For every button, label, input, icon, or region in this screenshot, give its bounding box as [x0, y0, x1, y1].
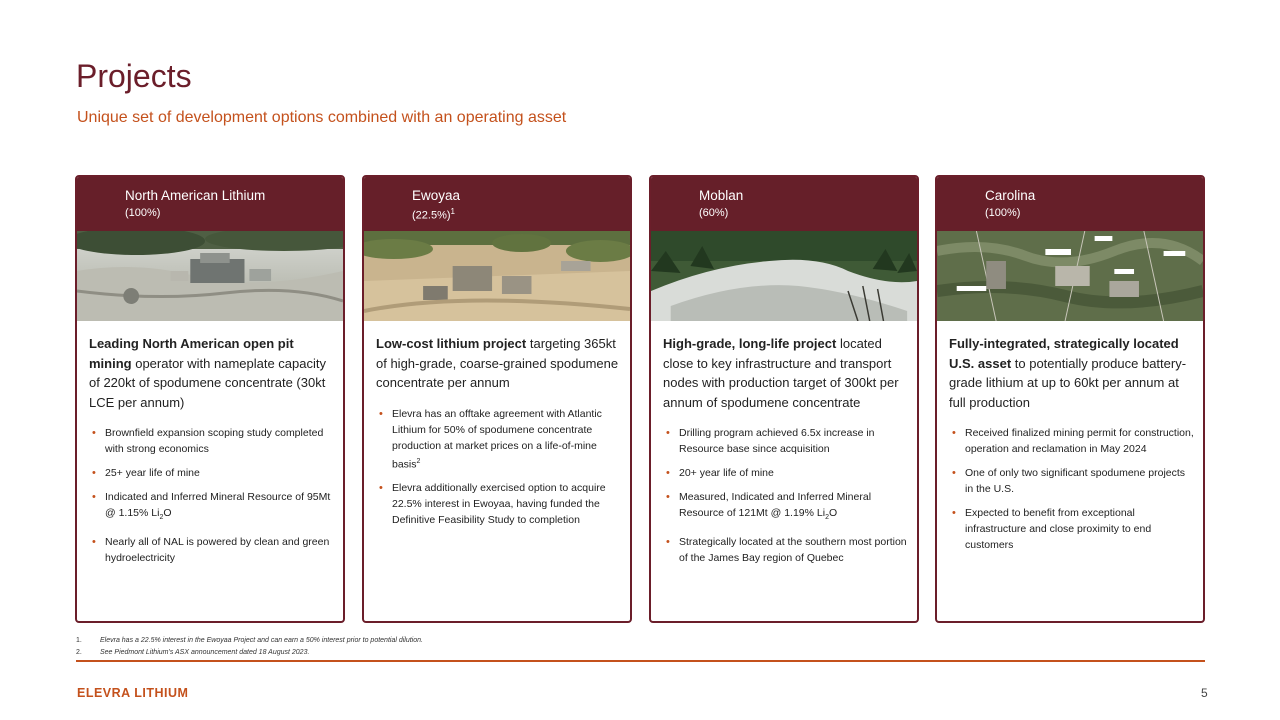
card-header [651, 177, 917, 231]
page-subtitle: Unique set of development options combined with an operating asset [77, 109, 567, 126]
footnote-marker: 1 [450, 207, 455, 216]
footer-divider [76, 660, 1205, 662]
bullet-dot-icon: • [666, 467, 670, 479]
project-card-nal [75, 175, 345, 623]
list-item: • Expected to benefit from exceptional infrastructure and close proximity to end customers [952, 507, 1152, 551]
bullet-dot-icon: • [379, 482, 383, 494]
bullet-dot-icon: • [666, 536, 670, 549]
project-photo-ewoyaa [364, 231, 630, 321]
bullet-dot-icon: • [952, 507, 956, 519]
bullet-dot-icon: • [379, 407, 383, 420]
project-summary: Leading North American open pit mining operator with nameplate capacity of 220kt of spodumene concentrate (30kt LCE per annum) [89, 336, 326, 410]
bullet-dot-icon: • [92, 491, 96, 503]
bullet-dot-icon: • [666, 491, 670, 503]
project-map-carolina [937, 231, 1203, 321]
footnote-marker: 2 [416, 457, 421, 465]
project-highlights [663, 425, 909, 566]
footnote: 2. See Piedmont Lithium's ASX announcement dated 18 August 2023. [76, 649, 310, 656]
project-highlights [949, 425, 1195, 553]
card-header [77, 177, 343, 231]
list-item: • Elevra has an offtake agreement with Atlantic Lithium for 50% of spodumene concentrate production at market prices on a life-of-mine basis$^2$ [379, 407, 602, 470]
brand-logo-text: ELEVRA LITHIUM [77, 686, 189, 700]
project-stake: (100%) [985, 207, 1021, 219]
list-item: • 20+ year life of mine [666, 467, 774, 479]
bullet-dot-icon: • [666, 427, 670, 439]
project-card-moblan [649, 175, 919, 623]
list-item: • Received finalized mining permit for construction, operation and reclamation in May 2024 [952, 427, 1194, 455]
footnote: 1. Elevra has a 22.5% interest in the Ewoyaa Project and can earn a 50% interest prior to potential dilution. [76, 637, 423, 644]
bullet-dot-icon: • [92, 467, 96, 479]
project-name: Ewoyaa [412, 188, 461, 203]
list-item: • One of only two significant spodumene projects in the U.S. [952, 467, 1186, 495]
project-photo-moblan [651, 231, 917, 321]
card-header [364, 177, 630, 231]
list-item: • Indicated and Inferred Mineral Resource of 95Mt @ 1.15% $Li_2O$ [92, 491, 331, 522]
project-name: North American Lithium [125, 188, 266, 203]
bullet-dot-icon: • [952, 467, 956, 479]
list-item: • 25+ year life of mine [92, 467, 200, 479]
project-name: Moblan [699, 188, 744, 203]
list-item: • Brownfield expansion scoping study completed with strong economics [92, 427, 324, 455]
list-item: • Strategically located at the southern most portion of the James Bay region of Quebec [666, 536, 907, 565]
card-header [937, 177, 1203, 231]
project-summary: Fully-integrated, strategically located U.S. asset to potentially produce battery-grade lithium at up to 60kt per annum at full production [949, 336, 1187, 410]
bullet-dot-icon: • [952, 427, 956, 439]
bullet-dot-icon: • [92, 536, 96, 549]
list-item: • Elevra additionally exercised option to acquire 22.5% interest in Ewoyaa, having funded the Definitive Feasibility Study to completion [379, 482, 606, 526]
project-stake: (100%) [125, 207, 161, 219]
footnotes [76, 635, 423, 659]
project-name: Carolina [985, 188, 1036, 203]
bullet-dot-icon: • [92, 427, 96, 439]
project-stake: (60%) [699, 207, 729, 219]
page-title: Projects [76, 58, 192, 94]
list-item: • Measured, Indicated and Inferred Mineral Resource of 121Mt @ 1.19% $Li_2O$ [666, 491, 872, 522]
project-photo-nal [77, 231, 343, 321]
project-highlights [376, 406, 622, 529]
project-summary: High-grade, long-life project located close to key infrastructure and transport nodes with production target of 300kt per annum of spodumene concentrate [663, 336, 899, 410]
list-item: • Nearly all of NAL is powered by clean and green hydroelectricity [92, 536, 330, 565]
list-item: • Drilling program achieved 6.5x increase in Resource base since acquisition [666, 427, 875, 455]
project-summary: Low-cost lithium project targeting 365kt of high-grade, coarse-grained spodumene concentrate per annum [376, 336, 619, 390]
project-stake: $(22.5\%)^1$ [412, 207, 455, 222]
page-number: 5 [1201, 686, 1208, 700]
project-card-carolina [935, 175, 1205, 623]
project-card-ewoyaa [362, 175, 632, 623]
project-highlights [89, 425, 335, 566]
